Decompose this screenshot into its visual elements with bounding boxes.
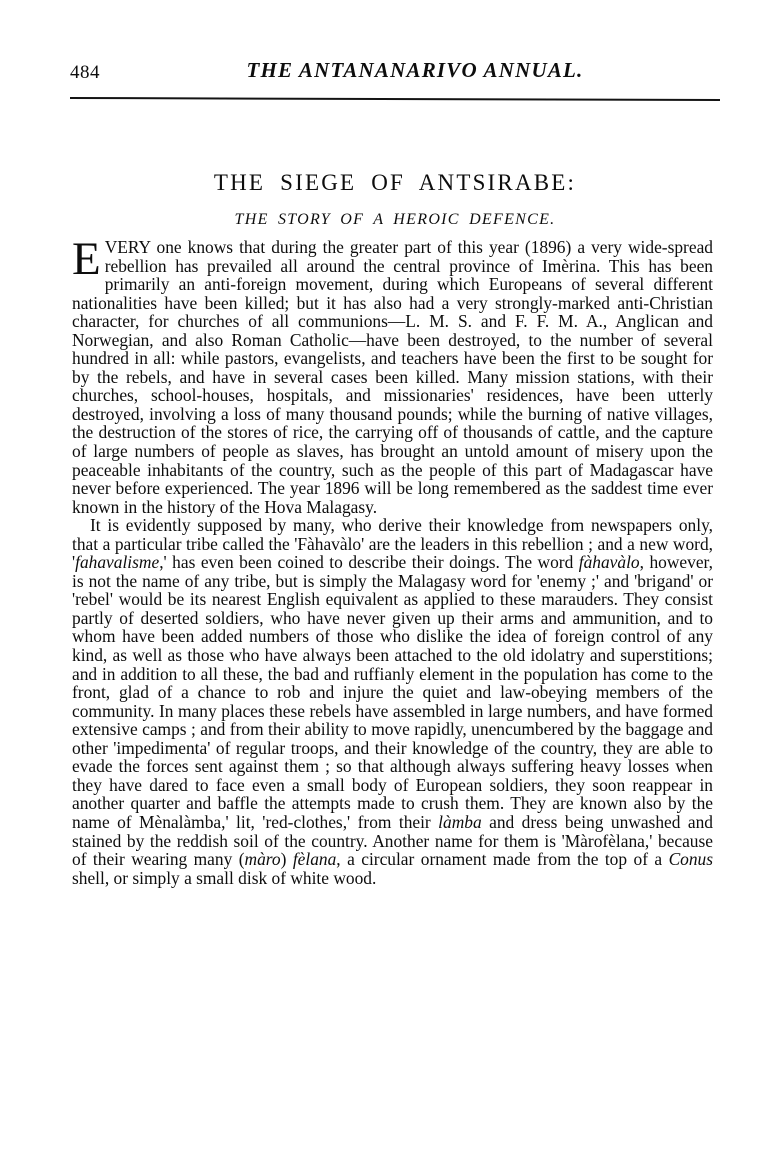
header-rule (70, 97, 720, 101)
article-title: THE SIEGE OF ANTSIRABE: (213, 170, 577, 195)
article-subtitle: THE STORY OF A HEROIC DEFENCE. (234, 211, 556, 228)
paragraph-1 (72, 233, 713, 517)
term-lamba: làmba (438, 811, 482, 832)
paragraph-1-lead: VERY (104, 237, 151, 257)
paragraph-2-seg-4: and dress being unwashed and stained by the reddish soil of the country. Another name for them is 'Màrofèlana,' because of their wearing many ( (72, 811, 713, 870)
term-fahavalisme: fahavalisme (75, 552, 160, 573)
paragraph-2 (72, 516, 713, 887)
paragraph-2-seg-7: shell, or simply a small disk of white wood. (72, 867, 377, 888)
term-conus: Conus (668, 849, 714, 870)
paragraph-2-seg-5: ) (280, 849, 293, 870)
term-felana: fèlana (292, 849, 337, 870)
paragraph-2-seg-3: , however, is not the name of any tribe, but is simply the Malagasy word for 'enemy ;' and 'brigand' or 'rebel' would be its nearest English equivalent as applied to these marauders. They consist partly of deserted soldiers, who have never given up their arms and ammunition, and to whom have been added numbers of those who dislike the idea of foreign control of any kind, as well as those who have always been attached to the old idolatry and superstitions; and in addition to all these, the bad and ruffianly element in the population has come to the front, glad of a chance to rob and injure the quiet and law-obeying members of the community. In many places these rebels have assembled in large numbers, and have formed extensive camps ; and from their ability to move rapidly, unencumbered by the baggage and other 'impedimenta' of regular troops, and their knowledge of the country, they are able to evade the forces sent against them ; so that although always suffering heavy losses when they have dared to face even a small body of European soldiers, they soon reappear in another quarter and baffle the attempts made to crush them. They are known also by the name of Mènalàmba,' lit, 'red-clothes,' from their (72, 552, 713, 832)
term-fahavalo: fàhavàlo (578, 552, 640, 573)
page-folio-number: 484 (70, 62, 100, 83)
term-maro: màro (244, 849, 281, 870)
paragraph-2-seg-6: , a circular ornament made from the top of a (336, 849, 669, 870)
paragraph-1-accent: è (561, 255, 569, 276)
paragraph-2-seg-2: ,' has even been coined to describe their doings. The word (159, 552, 579, 573)
paragraph-2-seg-1: It is evidently supposed by many, who derive their knowledge from newspapers only, that a particular tribe called the 'Fàhavàlo' are the leaders in this rebellion ; and a new word, ' (72, 515, 713, 573)
running-head (70, 58, 720, 88)
paragraph-1-text-a: one knows that during the greater part of this year (1896) a very wide-spread rebellion has prevailed all around the central province of Im (104, 237, 713, 276)
paragraph-1-text-b: rina. This has been primarily an anti-foreign movement, during which Europeans of several different nationalities have been killed; but it has also had a very strongly-marked anti-Christian character, for churches of all communions—L. M. S. and F. F. M. A., Anglican and Norwegian, and also Roman Catholic—have been destroyed, to the number of several hundred in all: while pastors, evangelists, and teachers have been the first to be sought for by the rebels, and have in several cases been killed. Many mission stations, with their churches, school-houses, hospitals, and missionaries' residences, have been utterly destroyed, involving a loss of many thousand pounds; while the burning of native villages, the destruction of the stores of rice, the carrying off of thousands of cattle, and the capture of large numbers of people as slaves, has brought an untold amount of misery upon the peaceable inhabitants of the country, such as the people of this part of Madagascar have never before experienced. The year 1896 will be long remembered as the saddest time ever known in the history of the Hova Malagasy. (72, 255, 713, 517)
running-title: THE ANTANANARIVO ANNUAL. (246, 58, 584, 82)
drop-cap: E (72, 233, 101, 285)
article-body (72, 233, 714, 888)
